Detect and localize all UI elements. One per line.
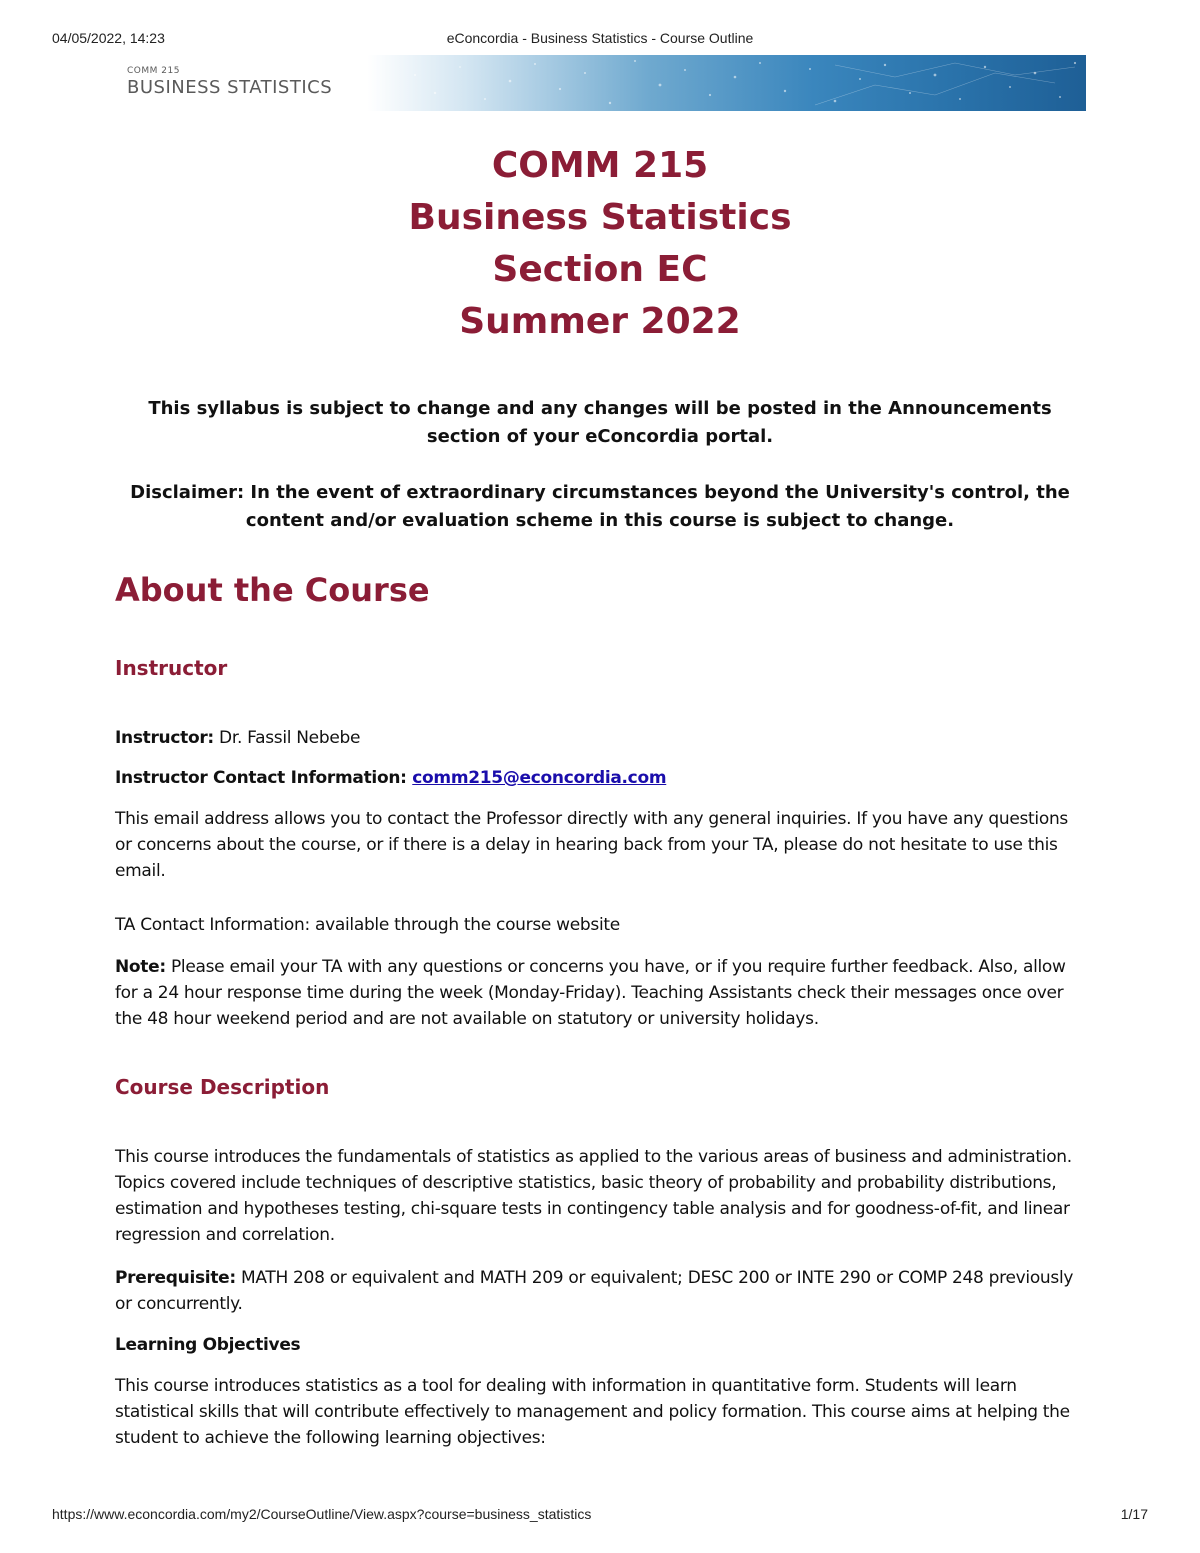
prerequisite-paragraph <box>115 1265 1088 1317</box>
contact-label: Instructor Contact Information: <box>115 768 413 788</box>
learning-objectives-heading: Learning Objectives <box>115 1335 301 1355</box>
print-footer <box>52 1506 1148 1526</box>
prerequisite-text: MATH 208 or equivalent and MATH 209 or equivalent; DESC 200 or INTE 290 or COMP 248 previously or concurrently. <box>115 1268 1074 1314</box>
learning-objectives-text: This course introduces statistics as a tool for dealing with information in quantitative form. Students will learn statistical skills that will contribute effectively to management and policy formation. This course aims at helping the student to achieve the following learning objectives: <box>115 1376 1070 1448</box>
instructor-line <box>115 725 1088 751</box>
banner-text <box>127 65 332 99</box>
print-header <box>52 30 1148 50</box>
about-heading: About the Course <box>115 571 430 609</box>
course-title-block <box>0 140 1200 348</box>
instructor-heading: Instructor <box>115 656 228 680</box>
syllabus-notice: This syllabus is subject to change and any changes will be posted in the Announcements section of your eConcordia portal. <box>148 398 1052 447</box>
ta-contact: TA Contact Information: available through the course website <box>115 915 620 935</box>
title-course-name: Business Statistics <box>408 197 792 238</box>
instructor-name: Dr. Fassil Nebebe <box>213 728 361 748</box>
prerequisite-label: Prerequisite: <box>115 1268 236 1288</box>
title-term: Summer 2022 <box>459 301 741 342</box>
print-datetime: 04/05/2022, 14:23 <box>52 30 165 46</box>
course-banner <box>115 55 1086 111</box>
note-text: Please email your TA with any questions or concerns you have, or if you require further feedback. Also, allow for a 24 hour response time during the week (Monday-Friday). Teaching Assistants check their messages once over the 48 hour weekend period and are not available on statutory or university holidays. <box>115 957 1066 1029</box>
title-section: Section EC <box>492 249 708 290</box>
contact-line <box>115 765 1088 791</box>
instructor-label: Instructor: <box>115 728 214 748</box>
disclaimer-notice: Disclaimer: In the event of extraordinary circumstances beyond the University's control, the content and/or evaluation scheme in this course is subject to change. <box>130 482 1070 531</box>
banner-course-name: BUSINESS STATISTICS <box>127 77 333 98</box>
print-page-number: 1/17 <box>1120 1506 1148 1522</box>
course-description-text: This course introduces the fundamentals of statistics as applied to the various areas of business and administration. Topics covered include techniques of descriptive statistics, basic theory of probability and probability distributions, estimation and hypotheses testing, chi-square tests in contingency table analysis and for goodness-of-fit, and linear regression and correlation. <box>115 1147 1072 1245</box>
contact-email-link[interactable]: comm215@econcordia.com <box>412 768 667 788</box>
course-description-heading: Course Description <box>115 1075 330 1099</box>
print-url: https://www.econcordia.com/my2/CourseOutline/View.aspx?course=business_statistics <box>52 1506 592 1522</box>
print-page-title: eConcordia - Business Statistics - Course Outline <box>446 30 754 46</box>
note-paragraph <box>115 954 1088 1032</box>
banner-course-code: COMM 215 <box>127 66 180 76</box>
title-course-code: COMM 215 <box>491 145 709 186</box>
note-label: Note: <box>115 957 166 977</box>
email-description: This email address allows you to contact the Professor directly with any general inquiries. If you have any questions or concerns about the course, or if there is a delay in hearing back from your TA, please do not hesitate to use this email. <box>115 809 1068 881</box>
